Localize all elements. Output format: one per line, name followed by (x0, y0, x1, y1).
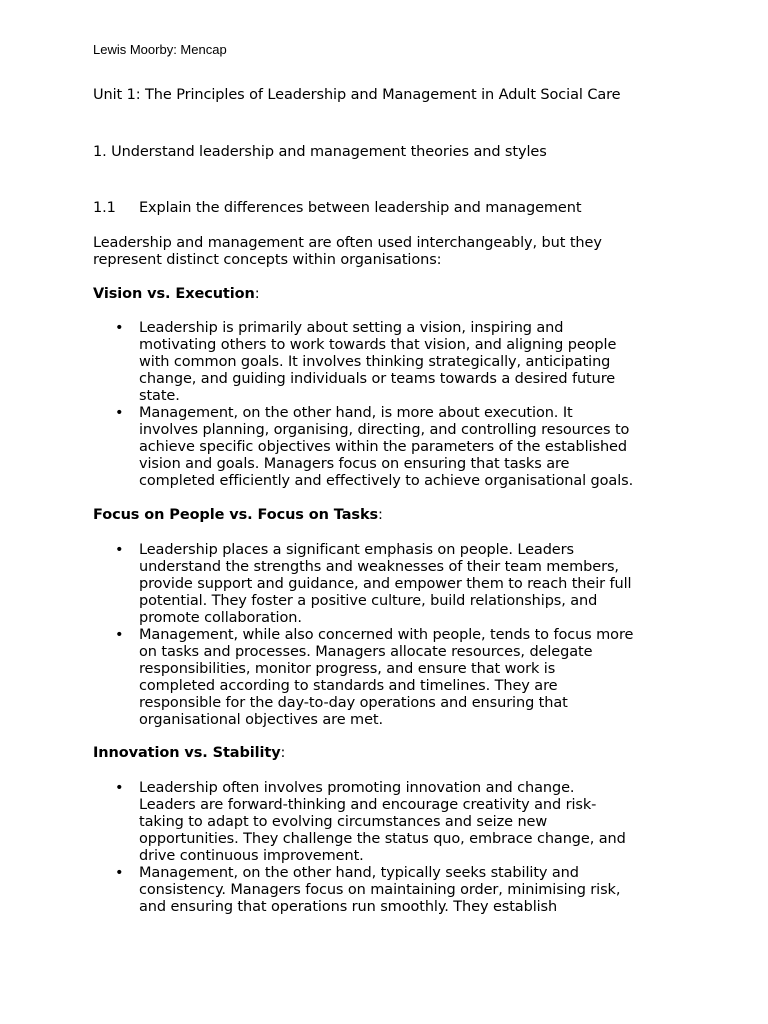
bullet-icon: • (115, 320, 124, 336)
list-item-text: Management, while also concerned with people, tends to focus more on tasks and processes. Managers allocate resources, delegate responsibilities, monitor progress, and ensure that work is completed according to standards and timelines. They are responsible for the day-to-day operations and ensuring that organisational objectives are met. (139, 627, 634, 728)
subsection-text: Explain the differences between leadership and management (139, 200, 582, 216)
heading-suffix: : (280, 745, 286, 761)
subsection-title (93, 200, 581, 217)
section-heading-people-tasks (93, 507, 383, 524)
bullet-icon: • (115, 405, 124, 421)
page-header: Lewis Moorby: Mencap (93, 42, 227, 57)
bullet-icon: • (115, 542, 124, 558)
list-item-text: Management, on the other hand, is more about execution. It involves planning, organising, directing, and controlling resources to achieve specific objectives within the parameters of the established vision and goals. Managers focus on ensuring that tasks are completed efficiently and effectively to achieve organisational goals. (139, 405, 634, 489)
heading-suffix: : (254, 286, 260, 302)
list-item (93, 320, 693, 405)
intro-paragraph: Leadership and management are often used interchangeably, but they represent distinct concepts within organisations: (93, 235, 602, 268)
bullet-list-vision (93, 320, 693, 490)
heading-suffix: : (378, 507, 383, 523)
list-item-text: Leadership is primarily about setting a vision, inspiring and motivating others to work towards that vision, and aligning people with common goals. It involves thinking strategically, anticipating change, and guiding individuals or teams towards a desired future state. (139, 320, 617, 404)
section-heading-innovation (93, 745, 285, 762)
list-item-text: Leadership often involves promoting innovation and change. Leaders are forward-thinking and encourage creativity and risk- taking to adapt to evolving circumstances and seize new opportunities. They challenge the status quo, embrace change, and drive continuous improvement. (139, 780, 626, 864)
unit-title: Unit 1: The Principles of Leadership and Management in Adult Social Care (93, 87, 621, 103)
bullet-list-people-tasks (93, 542, 693, 729)
heading-text: Innovation vs. Stability (93, 745, 281, 761)
bullet-icon: • (115, 780, 124, 796)
list-item-text: Management, on the other hand, typically seeks stability and consistency. Managers focus on maintaining order, minimising risk, and ensuring that operations run smoothly. They establish (139, 865, 621, 915)
bullet-icon: • (115, 865, 124, 881)
list-item (93, 627, 693, 729)
bullet-list-innovation (93, 780, 693, 916)
list-item (93, 865, 693, 916)
list-item (93, 542, 693, 627)
list-item-text: Leadership places a significant emphasis on people. Leaders understand the strengths and weaknesses of their team members, provide support and guidance, and empower them to reach their full potential. They foster a positive culture, build relationships, and promote collaboration. (139, 542, 632, 626)
subsection-number: 1.1 (93, 200, 116, 216)
list-item (93, 780, 693, 865)
list-item (93, 405, 693, 490)
bullet-icon: • (115, 627, 124, 643)
section-heading-vision (93, 286, 260, 303)
heading-text: Focus on People vs. Focus on Tasks (93, 507, 379, 523)
section-title: 1. Understand leadership and management theories and styles (93, 144, 547, 160)
heading-text: Vision vs. Execution (93, 286, 255, 302)
